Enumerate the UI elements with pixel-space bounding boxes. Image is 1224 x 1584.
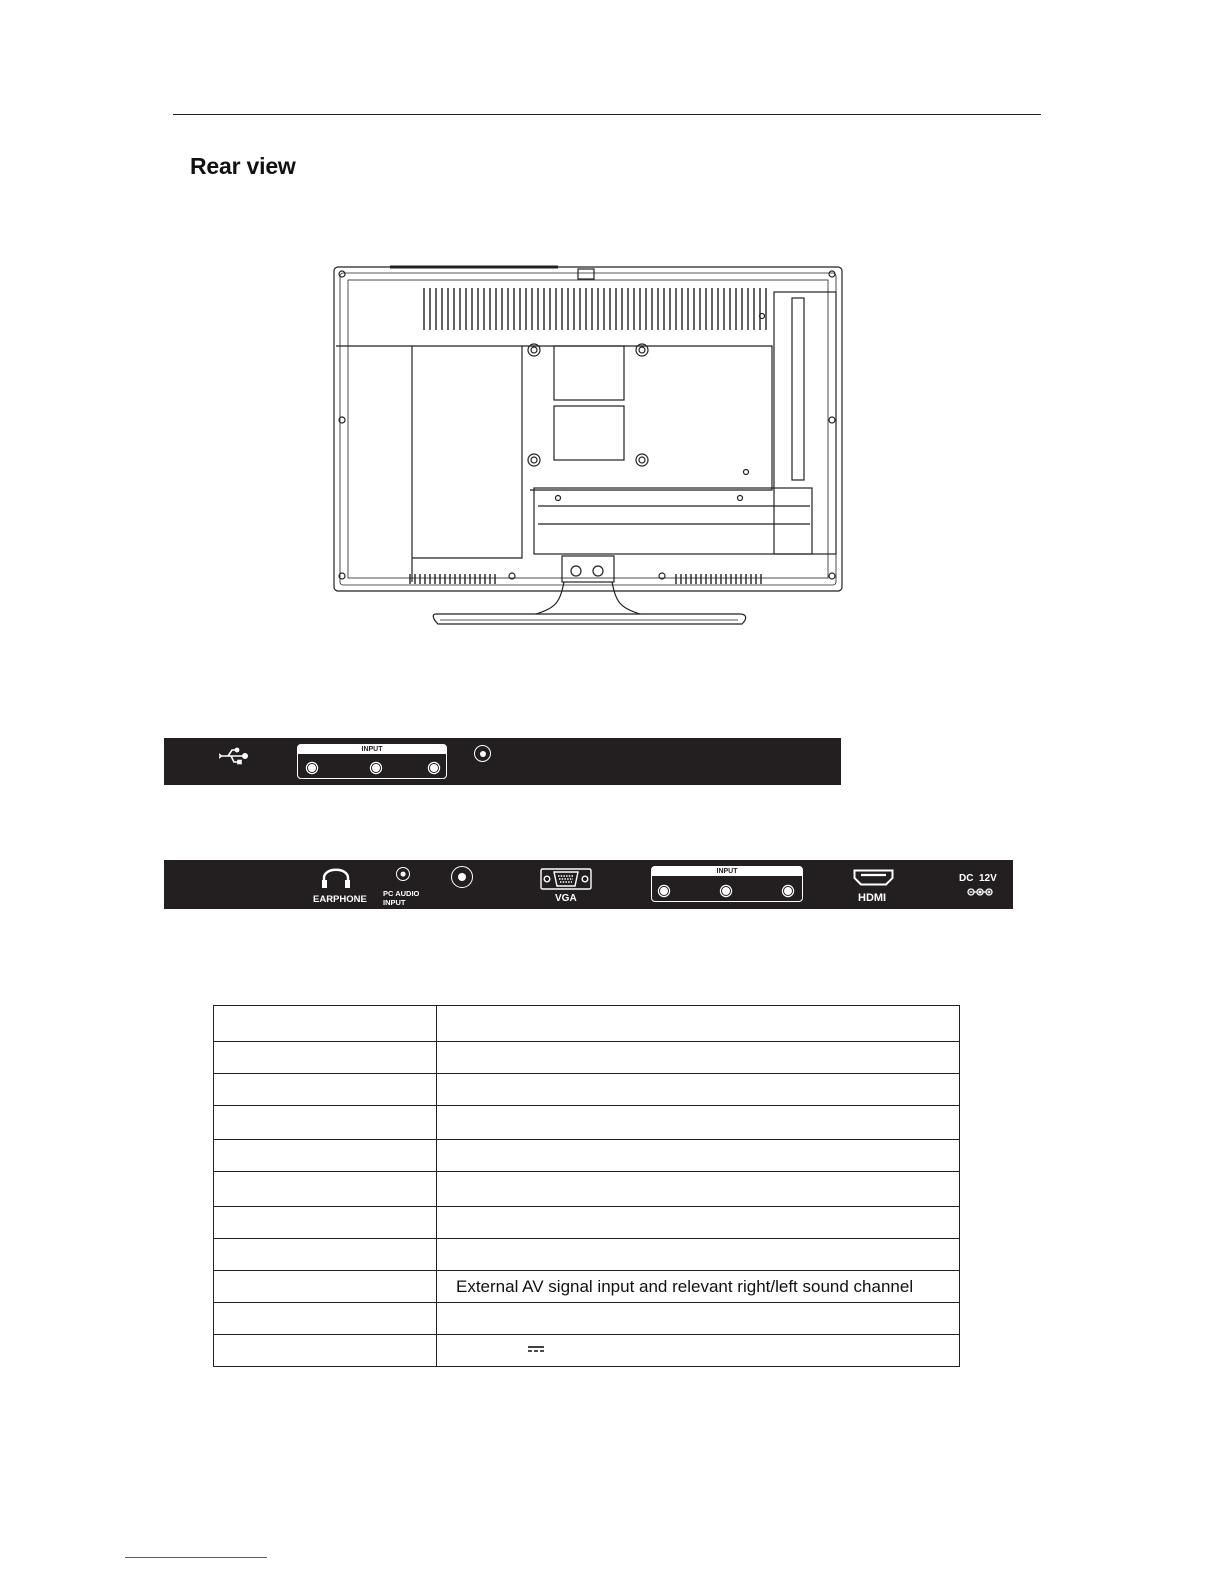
earphone-label: EARPHONE: [313, 894, 367, 905]
audio-right-jack-rear[interactable]: [783, 886, 793, 896]
coax-jack-icon[interactable]: [451, 866, 473, 888]
hdmi-label: HDMI: [858, 892, 887, 904]
table-cell: [214, 1172, 437, 1207]
vga-label: VGA: [555, 893, 577, 904]
table-cell: [214, 1239, 437, 1271]
header-rule: [173, 114, 1041, 115]
video-jack[interactable]: [307, 763, 317, 773]
vga-port-icon[interactable]: [540, 868, 592, 890]
table-row: [214, 1006, 960, 1042]
footer-rule: [125, 1557, 267, 1558]
table-row: [214, 1074, 960, 1106]
table-cell: [437, 1006, 960, 1042]
audio-right-jack[interactable]: [429, 763, 439, 773]
av-input-group: [297, 744, 447, 779]
input-label: INPUT: [361, 746, 383, 753]
audio-left-jack-rear[interactable]: [721, 886, 731, 896]
table-cell: [437, 1207, 960, 1239]
dc-label: DC 12V: [959, 873, 997, 884]
table-cell: [437, 1140, 960, 1172]
table-cell: [437, 1335, 960, 1367]
table-row: [214, 1140, 960, 1172]
stand: [433, 556, 745, 624]
page-title: Rear view: [190, 153, 296, 179]
pc-audio-label-line1: PC AUDIO: [383, 889, 420, 898]
dc-symbol-icon: [528, 1345, 544, 1353]
table-cell: [214, 1140, 437, 1172]
audio-left-jack[interactable]: [371, 763, 381, 773]
antenna-jack-icon[interactable]: [474, 745, 491, 762]
table-row: [214, 1303, 960, 1335]
table-cell: [437, 1042, 960, 1074]
table-row: [214, 1106, 960, 1140]
hdmi-port-icon[interactable]: [853, 869, 894, 886]
input-label-rear: INPUT: [716, 868, 738, 875]
table-cell: [437, 1074, 960, 1106]
table-cell: External AV signal input and relevant right/left sound channel: [437, 1271, 960, 1303]
av-input-group-rear: [651, 866, 803, 902]
table-row: [214, 1042, 960, 1074]
table-cell: [214, 1042, 437, 1074]
table-cell: [214, 1106, 437, 1140]
usb-icon: [219, 747, 249, 765]
table-row: [214, 1207, 960, 1239]
port-description-table: [213, 1005, 960, 1367]
video-jack-rear[interactable]: [659, 886, 669, 896]
vent-top: [424, 288, 766, 330]
table-row: [214, 1271, 960, 1303]
table-row: [214, 1239, 960, 1271]
table-cell: [214, 1335, 437, 1367]
table-cell: [214, 1303, 437, 1335]
pc-audio-label: [383, 889, 419, 907]
table-cell: [214, 1271, 437, 1303]
bottom-connector-panel: [164, 860, 1013, 909]
pc-audio-label-line2: INPUT: [383, 898, 406, 907]
table-cell: [214, 1006, 437, 1042]
table-row: [214, 1172, 960, 1207]
headphone-icon: [320, 865, 352, 889]
table-cell: [437, 1172, 960, 1207]
table-cell: [437, 1303, 960, 1335]
table-cell: [437, 1106, 960, 1140]
dc-polarity-icon: [967, 887, 993, 897]
table-row: [214, 1335, 960, 1367]
table-cell: [214, 1074, 437, 1106]
table-cell: [214, 1207, 437, 1239]
table-cell: [437, 1239, 960, 1271]
side-connector-panel: [164, 738, 841, 785]
audio-jack-icon[interactable]: [396, 867, 410, 881]
tv-rear-illustration: [330, 262, 846, 634]
